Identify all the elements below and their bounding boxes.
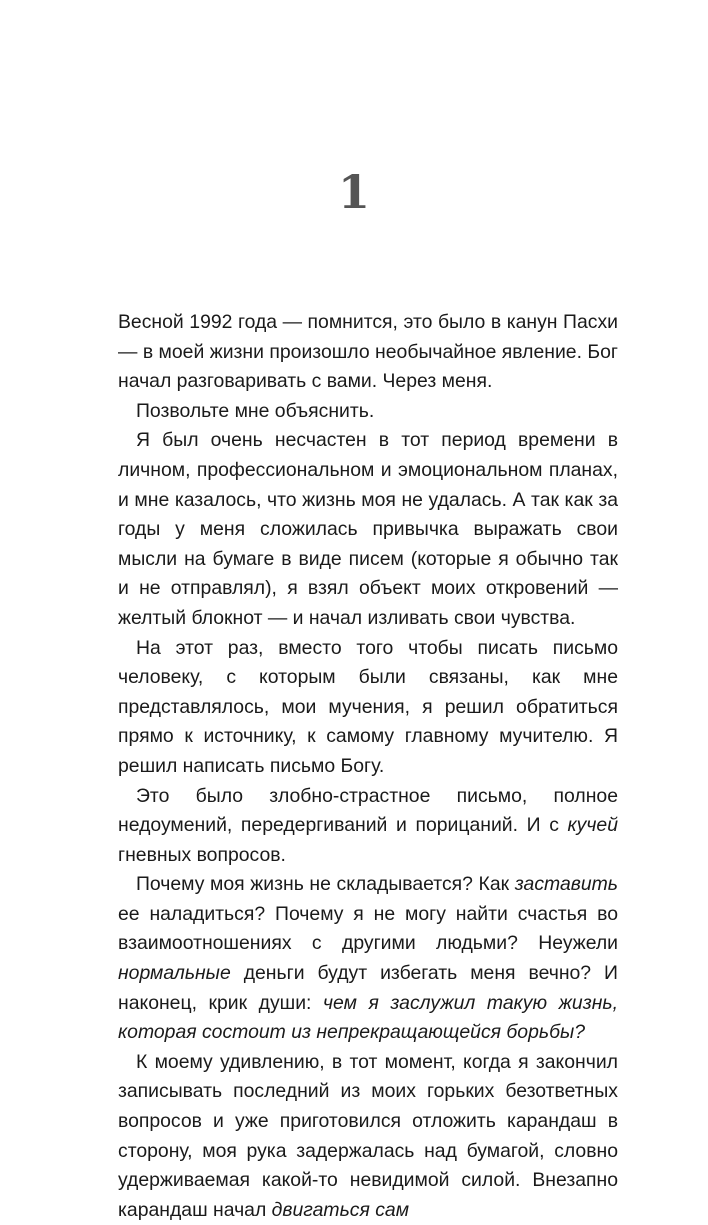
text-run: Позвольте мне объяснить. [136,399,375,422]
text-run: На этот раз, вместо того чтобы писать письмо человеку, с которым были связаны, как мне представлялось, мои мучения, я решил обратиться прямо к источнику, к самому главному мучителю. Я решил написать письмо Богу. [118,636,618,777]
text-run: гневных вопросов. [118,843,286,866]
paragraph [118,426,618,633]
italic-emphasis: двигаться сам [271,1198,409,1221]
text-run: ее наладиться? Почему я не могу найти счастья во взаимоотношениях с другими людьми? Неужели [118,902,618,955]
text-run: К моему удивлению, в тот момент, когда я закончил записывать последний из моих горьких безответных вопросов и уже приготовился отложить карандаш в сторону, моя рука задержалась над бумагой, словно удерживаемая какой-то невидимой силой. Внезапно карандаш начал [118,1050,618,1221]
italic-emphasis: кучей [567,814,618,837]
text-run: Я был очень несчастен в тот период времени в личном, профессиональном и эмоциональном планах, и мне казалось, что жизнь моя не удалась. А так как за годы у меня сложилась привычка выражать свои мысли на бумаге в виде писем (которые я обычно так и не отправлял), я взял объект моих откровений — желтый блокнот — и начал изливать свои чувства. [118,429,618,629]
paragraph [118,1048,618,1225]
italic-emphasis: заставить [514,873,618,896]
italic-emphasis: нормальные [118,962,231,985]
chapter-number: 1 [337,165,370,219]
italic-emphasis: чем я заслужил такую жизнь, которая состоит из непрекращающейся борьбы? [118,991,618,1044]
text-run: Почему моя жизнь не складывается? Как [136,873,515,896]
paragraph [118,634,618,782]
paragraph [118,308,618,397]
text-run: Это было злобно-страстное письмо, полное недоумений, передергиваний и порицаний. И с [118,784,618,837]
paragraph [118,782,618,871]
paragraph [118,397,618,427]
chapter-text [118,308,618,1225]
paragraph [118,870,618,1048]
text-run: деньги будут избегать меня вечно? И наконец, крик души: [118,962,618,1014]
text-run: Весной 1992 года — помнится, это было в канун Пасхи — в моей жизни произошло необычайное явление. Бог начал разговаривать с вами. Через меня. [118,311,618,393]
